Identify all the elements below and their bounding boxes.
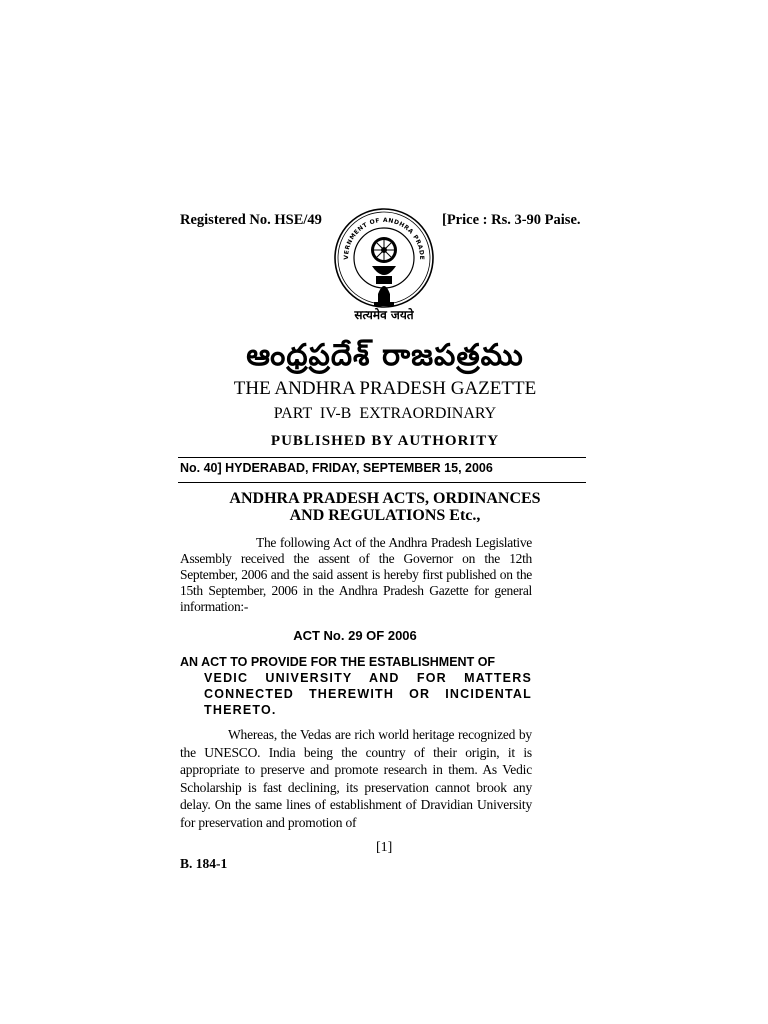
gazette-title: THE ANDHRA PRADESH GAZETTE [233, 378, 537, 399]
act-number: ACT No. 29 OF 2006 [293, 628, 417, 643]
price: [Price : Rs. 3-90 Paise. [442, 212, 581, 228]
document-code: B. 184-1 [180, 856, 228, 871]
state-emblem-icon [332, 206, 436, 324]
act-body-paragraph: Whereas, the Vedas are rich world heritage recognized by the UNESCO. India being the country of their origin, it is appropriate to preserve and promote research in them. As Vedic Scholarship is fast declining, its preservation cannot brook any delay. On the same lines of establishment of Dravidian University for preservation and promotion of [180, 727, 532, 830]
section-heading [180, 490, 590, 524]
emblem-ring-text: VERNMENT OF ANDHRA PRADE [342, 216, 426, 261]
divider-bottom [178, 482, 586, 483]
intro-paragraph: The following Act of the Andhra Pradesh Legislative Assembly received the assent of the Governor on the 12th September, 2006 and the said assent is hereby first published on the 15th September, 2006 in the Andhra Pradesh Gazette for general information:- [180, 535, 532, 614]
published-by-authority: PUBLISHED BY AUTHORITY [270, 433, 500, 449]
telugu-gazette-title: ఆంధ్రప్రదేశ్ రాజపత్రము [246, 338, 524, 373]
section-heading-line2: AND REGULATIONS Etc., [289, 507, 481, 524]
act-title-line1: AN ACT TO PROVIDE FOR THE ESTABLISHMENT OF [180, 655, 496, 669]
act-title [180, 654, 532, 718]
act-title-rest: VEDIC UNIVERSITY AND FOR MATTERS CONNECTED THEREWITH OR INCIDENTAL THERETO. [204, 671, 532, 717]
issue-line: No. 40] HYDERABAD, FRIDAY, SEPTEMBER 15, 2006 [180, 461, 493, 475]
emblem-motto: सत्यमेव जयते [354, 308, 414, 322]
page-number: [1] [376, 840, 393, 855]
section-heading-line1: ANDHRA PRADESH ACTS, ORDINANCES [229, 490, 541, 507]
gazette-part: PART IV-B EXTRAORDINARY [273, 405, 497, 422]
divider-top [178, 457, 586, 458]
registered-number: Registered No. HSE/49 [180, 212, 322, 228]
